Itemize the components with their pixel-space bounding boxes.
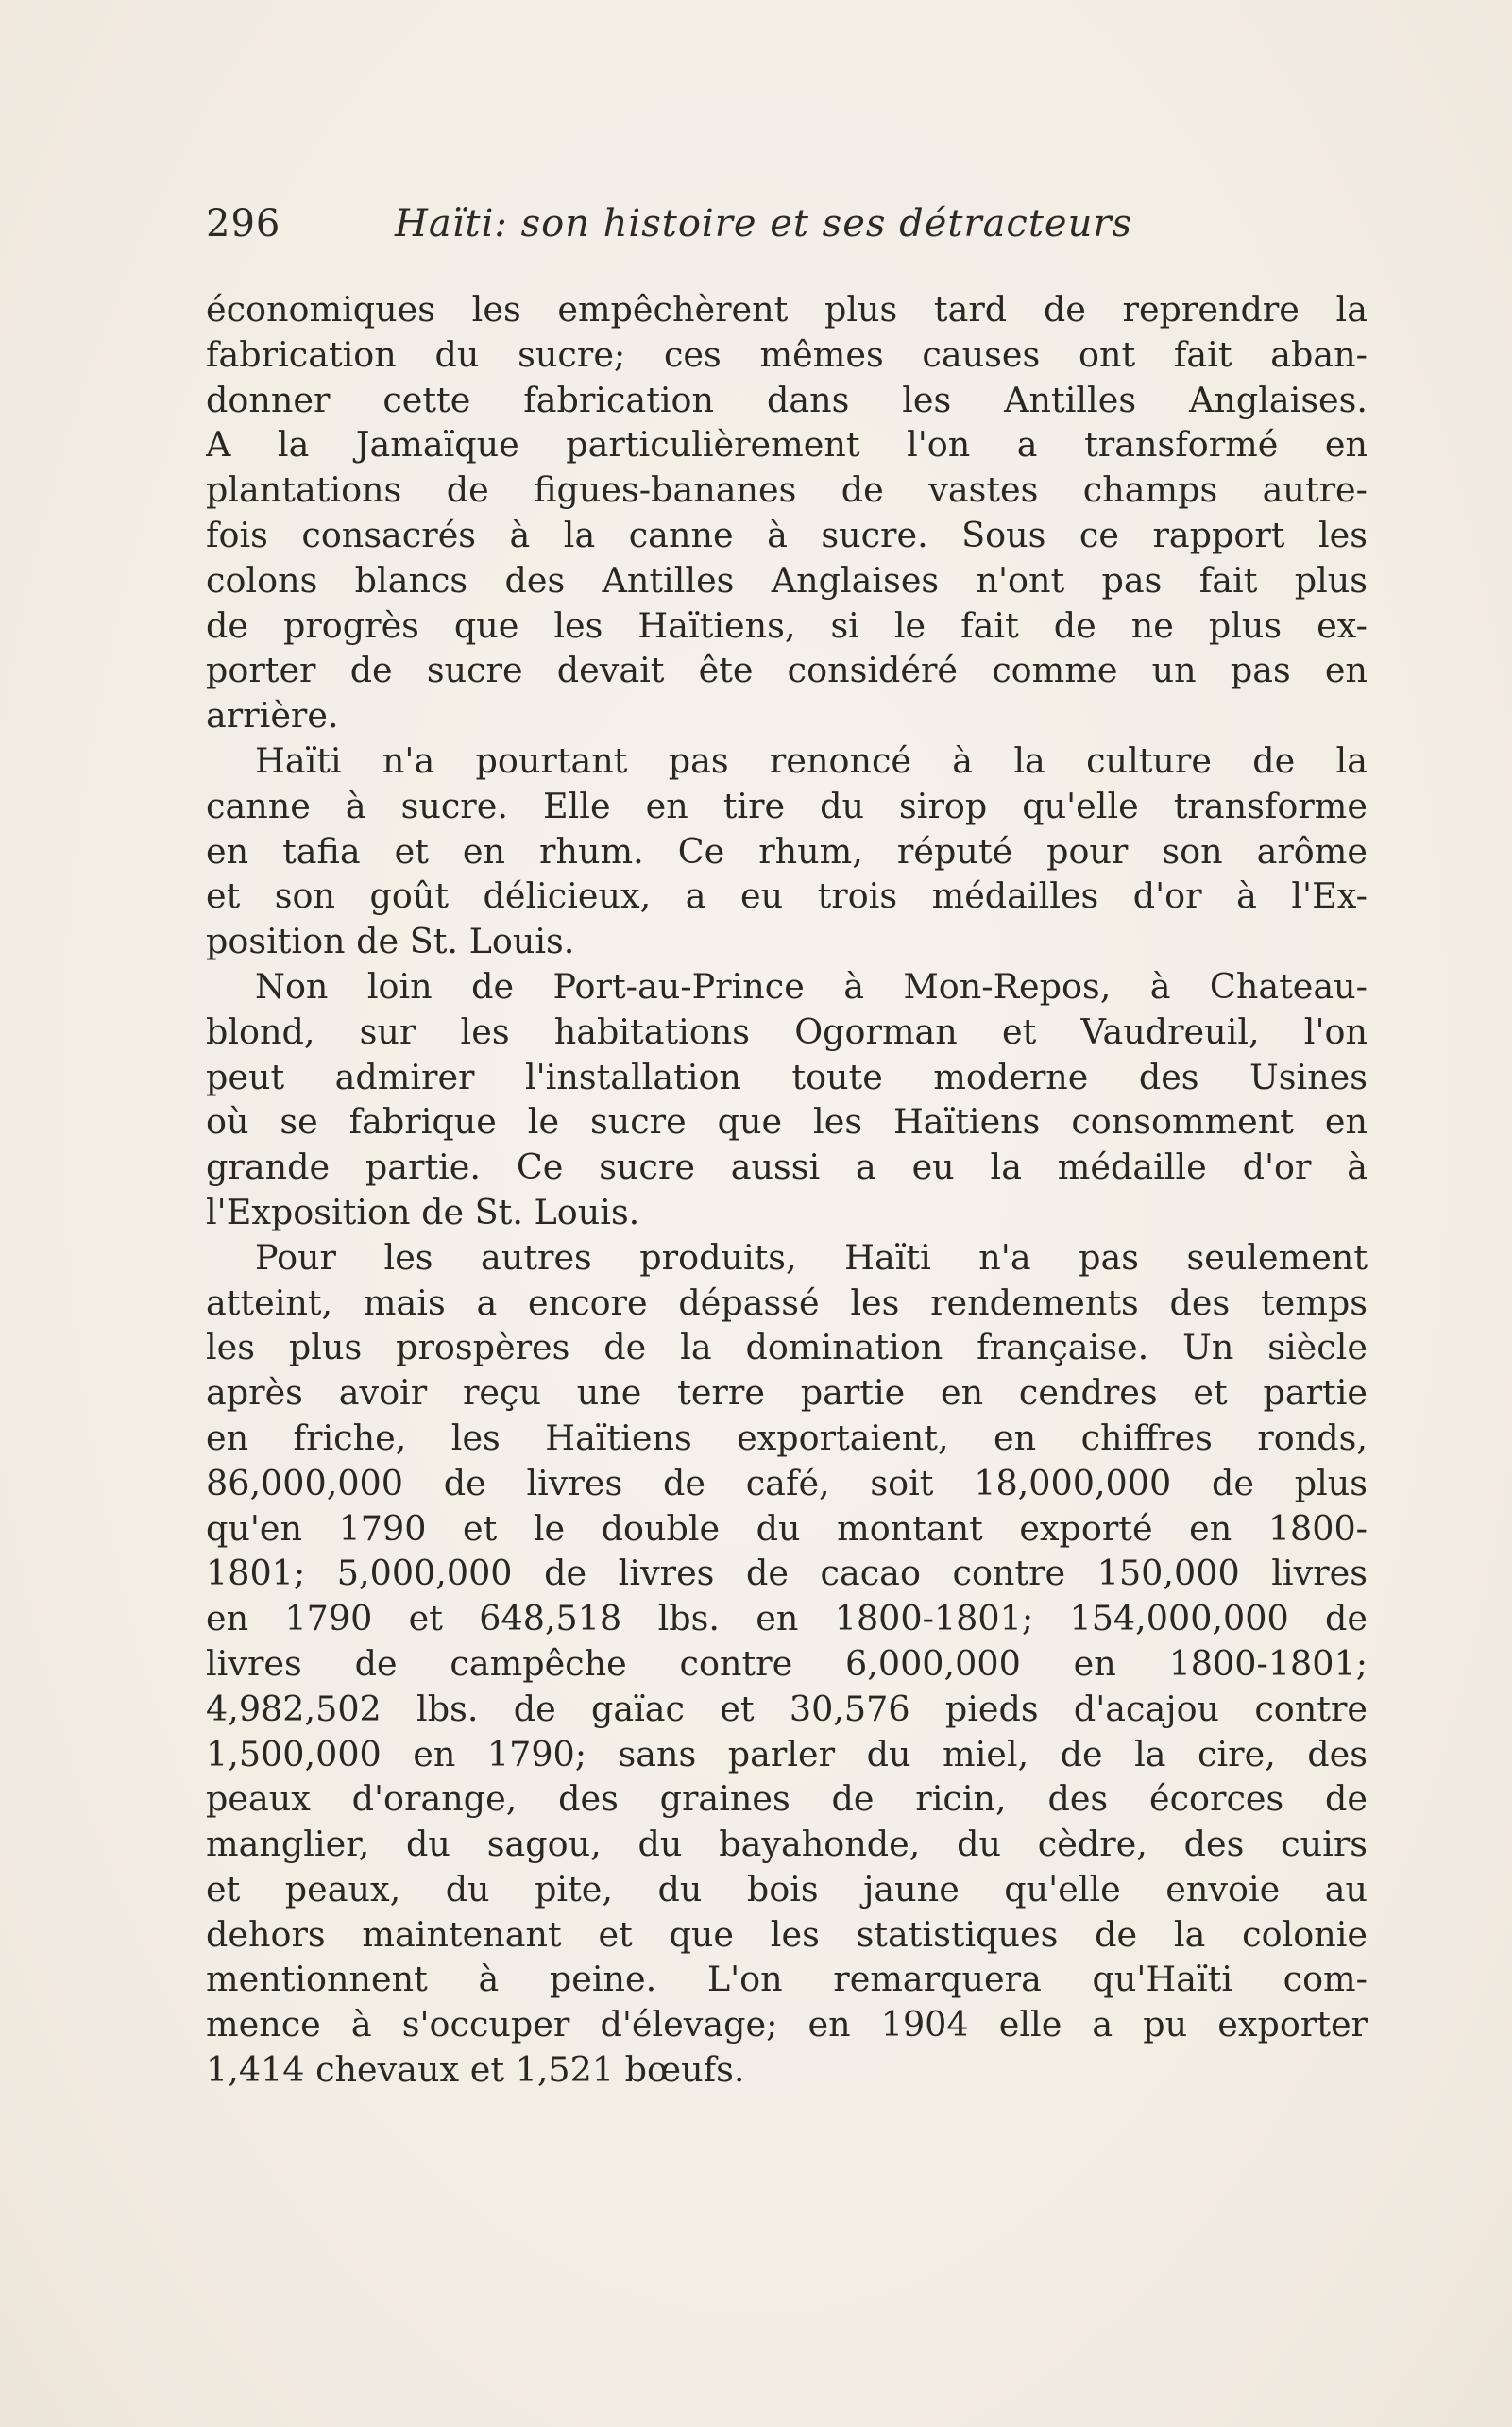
text-line: atteint, mais a encore dépassé les rendements des temps	[206, 1281, 1368, 1323]
text-line: grande partie. Ce sucre aussi a eu la médaille d'or à	[206, 1146, 1368, 1188]
text-line: manglier, du sagou, du bayahonde, du cèdre, des cuirs	[206, 1824, 1368, 1865]
text-line: l'Exposition de St. Louis.	[206, 1191, 640, 1232]
text-line: porter de sucre devait ête considéré comme un pas en	[206, 650, 1368, 691]
text-line: canne à sucre. Elle en tire du sirop qu'elle transforme	[206, 785, 1368, 826]
text-line: les plus prospères de la domination française. Un siècle	[206, 1327, 1368, 1368]
text-line: en friche, les Haïtiens exportaient, en chiffres ronds,	[206, 1417, 1368, 1458]
text-line: fois consacrés à la canne à sucre. Sous ce rapport les	[206, 514, 1368, 555]
text-line: 86,000,000 de livres de café, soit 18,000,000 de plus	[206, 1462, 1368, 1503]
text-line: position de St. Louis.	[206, 921, 575, 962]
text-line: mentionnent à peine. L'on remarquera qu'Haïti com-	[206, 1959, 1368, 2000]
text-line: économiques les empêchèrent plus tard de reprendre la	[206, 289, 1368, 330]
running-title: Haïti: son histoire et ses détracteurs	[395, 202, 1132, 246]
text-line: en 1790 et 648,518 lbs. en 1800-1801; 154,000,000 de	[206, 1598, 1368, 1639]
text-line: Non loin de Port-au-Prince à Mon-Repos, à Chateau-	[255, 965, 1368, 1007]
text-line: 1,414 chevaux et 1,521 bœufs.	[206, 2049, 745, 2091]
text-line: donner cette fabrication dans les Antilles Anglaises.	[206, 379, 1368, 420]
text-line: A la Jamaïque particulièrement l'on a transformé en	[206, 424, 1368, 466]
text-line: qu'en 1790 et le double du montant exporté en 1800-	[206, 1507, 1368, 1549]
text-line: Haïti n'a pourtant pas renoncé à la culture de la	[255, 739, 1368, 781]
text-line: colons blancs des Antilles Anglaises n'ont pas fait plus	[206, 559, 1368, 601]
text-line: après avoir reçu une terre partie en cendres et partie	[206, 1372, 1368, 1414]
text-line: où se fabrique le sucre que les Haïtiens consomment en	[206, 1101, 1368, 1143]
text-line: fabrication du sucre; ces mêmes causes ont fait aban-	[206, 333, 1368, 375]
body-text	[206, 287, 1368, 2093]
text-line: plantations de figues-bananes de vastes champs autre-	[206, 469, 1368, 511]
text-line: Pour les autres produits, Haïti n'a pas seulement	[255, 1236, 1368, 1278]
text-line: dehors maintenant et que les statistiques de la colonie	[206, 1913, 1368, 1955]
text-line: 4,982,502 lbs. de gaïac et 30,576 pieds d'acajou contre	[206, 1688, 1368, 1729]
text-line: peaux d'orange, des graines de ricin, des écorces de	[206, 1778, 1368, 1820]
text-line: mence à s'occuper d'élevage; en 1904 elle a pu exporter	[206, 2004, 1368, 2045]
text-line: arrière.	[206, 695, 339, 737]
text-line: et son goût délicieux, a eu trois médailles d'or à l'Ex-	[206, 875, 1368, 917]
text-line: 1,500,000 en 1790; sans parler du miel, de la cire, des	[206, 1733, 1368, 1774]
text-line: en tafia et en rhum. Ce rhum, réputé pour son arôme	[206, 830, 1368, 872]
text-line: blond, sur les habitations Ogorman et Vaudreuil, l'on	[206, 1010, 1368, 1052]
text-line: et peaux, du pite, du bois jaune qu'elle envoie au	[206, 1868, 1368, 1909]
text-line: peut admirer l'installation toute moderne des Usines	[206, 1056, 1368, 1097]
page-header	[206, 202, 1179, 259]
text-line: livres de campêche contre 6,000,000 en 1800-1801;	[206, 1642, 1368, 1684]
text-line: 1801; 5,000,000 de livres de cacao contre 150,000 livres	[206, 1553, 1368, 1594]
page-number: 296	[206, 202, 281, 246]
text-line: de progrès que les Haïtiens, si le fait de ne plus ex-	[206, 604, 1368, 646]
